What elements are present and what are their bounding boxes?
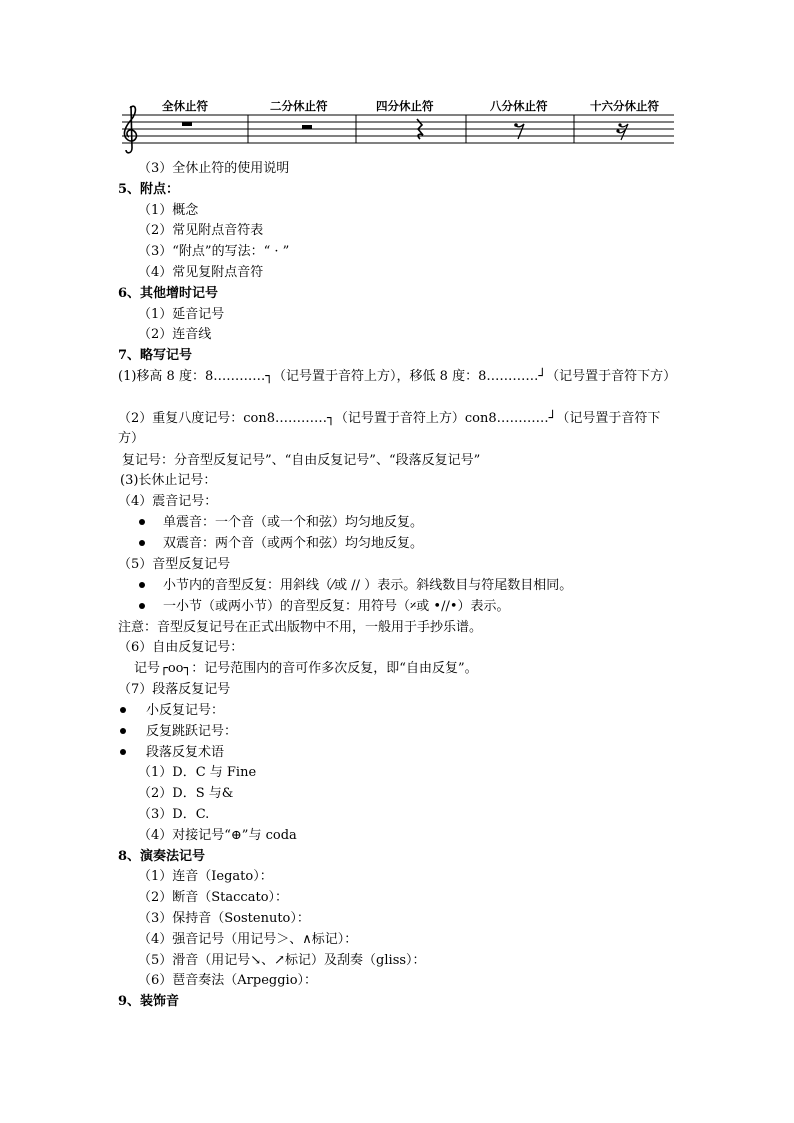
half-rest-icon (302, 125, 312, 129)
line-whole-rest-usage: （3）全休止符的使用说明 (138, 161, 290, 176)
bullet-icon (139, 519, 145, 525)
eighth-rest-label: 八分休止符 (490, 99, 548, 113)
heading-performance-signs: 8、演奏法记号 (118, 849, 206, 864)
line-octave-repeat: （2）重复八度记号：con8…………┐（记号置于音符上方）con8…………┘（记号置于音符下方） (118, 411, 661, 446)
sixteenth-rest-label: 十六分休止符 (590, 99, 659, 113)
line-in-bar-repeat: 小节内的音型反复：用斜线（⁄或 // ）表示。斜线数目与符尾数目相同。 (163, 578, 573, 593)
heading-ornaments: 9、装饰音 (118, 994, 180, 1009)
sixteenth-rest-icon (616, 123, 628, 140)
line-double-dotted: （4）常见复附点音符 (138, 265, 264, 280)
line-repeat-signs: 复记号：分音型反复记号”、“自由反复记号”、“段落反复记号” (122, 453, 481, 468)
bullet-icon (139, 540, 145, 546)
line-coda: （4）对接记号“⊕”与 coda (138, 828, 297, 843)
line-bar-repeat: 一小节（或两小节）的音型反复：用符号（𝄎或 •//•）表示。 (163, 599, 510, 614)
bullet-icon (120, 707, 126, 713)
line-section-repeat: （7）段落反复记号 (118, 682, 231, 697)
whole-rest-icon (182, 122, 192, 126)
line-ds: （2）D．S 与& (138, 786, 234, 801)
heading-other-duration-signs: 6、其他增时记号 (118, 286, 219, 301)
bullet-icon (139, 582, 145, 588)
staff-svg (118, 98, 678, 160)
line-tie: （2）连音线 (138, 327, 212, 342)
line-dot-notation: （3）“附点”的写法：“ · ” (138, 244, 290, 259)
line-single-tremolo: 单震音：一个音（或一个和弦）均匀地反复。 (163, 515, 424, 530)
quarter-rest-label: 四分休止符 (376, 99, 434, 113)
line-arpeggio: （6）琶音奏法（Arpeggio）： (138, 973, 318, 988)
line-accent: （4）强音记号（用记号＞、∧标记）： (138, 932, 358, 947)
line-tremolo: （4）震音记号： (118, 494, 218, 509)
line-free-repeat: （6）自由反复记号： (118, 640, 244, 655)
line-sostenuto: （3）保持音（Sostenuto）： (138, 911, 310, 926)
line-note: 注意：音型反复记号在正式出版物中不用，一般用于手抄乐谱。 (118, 620, 483, 635)
line-staccato: （2）断音（Staccato）： (138, 890, 289, 905)
eighth-rest-icon (514, 123, 524, 139)
rest-staff (118, 98, 678, 160)
line-fermata: （1）延音记号 (138, 307, 225, 322)
whole-rest-label: 全休止符 (162, 99, 208, 113)
line-dc: （3）D．C. (138, 807, 210, 822)
line-dc-fine: （1）D．C 与 Fine (138, 765, 257, 780)
line-glissando: （5）滑音（用记号↘、↗标记）及刮奏（gliss）： (138, 953, 426, 968)
bullet-icon (120, 728, 126, 734)
heading-dot: 5、附点： (118, 182, 180, 197)
half-rest-label: 二分休止符 (270, 99, 328, 113)
line-volta: 反复跳跃记号： (146, 724, 238, 739)
line-multi-rest: (3)长休止记号： (120, 473, 217, 488)
line-octave-shift: (1)移高 8 度：8…………┐（记号置于音符上方），移低 8 度：8…………┘（记号置于音符下方） (118, 369, 677, 384)
heading-abbreviation-signs: 7、略写记号 (118, 348, 193, 363)
line-double-tremolo: 双震音：两个音（或两个和弦）均匀地反复。 (163, 536, 424, 551)
bullet-icon (120, 749, 126, 755)
line-concept: （1）概念 (138, 203, 199, 218)
line-pattern-repeat: （5）音型反复记号 (118, 557, 231, 572)
line-dotted-notes-table: （2）常见附点音符表 (138, 223, 264, 238)
line-small-repeat: 小反复记号： (146, 703, 225, 718)
line-legato: （1）连音（Iegato）： (138, 869, 273, 884)
bullet-icon (139, 603, 145, 609)
line-free-repeat-sign: 记号┌oo┐：记号范围内的音可作多次反复，即“自由反复”。 (134, 661, 478, 676)
line-section-terms: 段落反复术语 (146, 745, 225, 760)
